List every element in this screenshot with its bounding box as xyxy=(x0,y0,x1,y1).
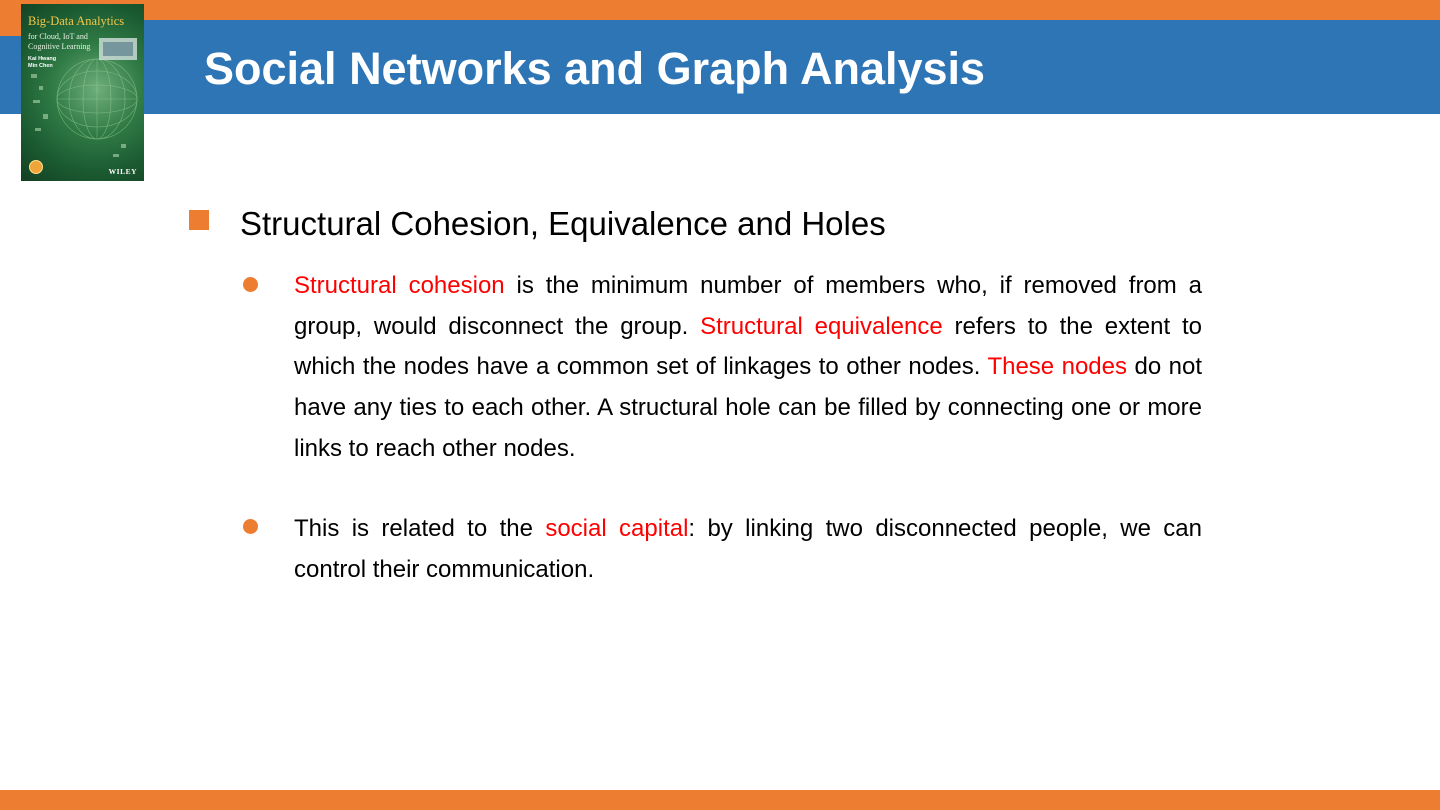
circle-bullet-icon xyxy=(243,277,258,292)
bottom-accent-stripe xyxy=(0,790,1440,810)
award-badge-icon xyxy=(29,160,43,174)
book-author: Kai Hwang xyxy=(28,56,57,62)
book-publisher: WILEY xyxy=(108,167,137,176)
top-accent-stripe xyxy=(0,0,1440,20)
book-cover-image xyxy=(21,4,144,181)
book-title: Big-Data Analytics xyxy=(28,14,125,28)
main-bullet-text: Structural Cohesion, Equivalence and Holes xyxy=(240,205,886,242)
bullet-text-fragment: do not have any ties to each other. A structural hole can be filled by connecting one or more links to reach other nodes. xyxy=(294,353,1202,462)
term-these-nodes: These nodes xyxy=(987,353,1128,381)
circle-bullet-icon xyxy=(243,519,258,534)
term-structural-equivalence: Structural equivalence xyxy=(700,312,943,340)
bullet-text-fragment: This is related to the xyxy=(294,515,546,542)
bullet-text-fragment: : by linking two disconnected people, we can control their communication. xyxy=(294,515,1202,583)
title-bar-notch xyxy=(0,20,21,36)
sub-bullet-2-text xyxy=(294,509,1202,590)
slide-title: Social Networks and Graph Analysis xyxy=(204,43,986,94)
bullet-text-fragment: refers to the extent to which the nodes have a common set of linkages to other nodes. xyxy=(294,312,1203,381)
square-bullet-icon xyxy=(189,210,209,230)
bullet-text-fragment: is the minimum number of members who, if removed from a group, would disconnect the group. xyxy=(294,272,1202,340)
term-social-capital: social capital xyxy=(545,515,689,542)
sub-bullet-1-text xyxy=(294,266,1202,470)
book-subtitle: for Cloud, IoT and Cognitive Learning xyxy=(28,32,91,51)
globe-graphic xyxy=(21,4,144,181)
term-structural-cohesion: Structural cohesion xyxy=(294,272,505,299)
book-authors xyxy=(28,56,68,70)
book-author: Min Chen xyxy=(28,63,53,69)
